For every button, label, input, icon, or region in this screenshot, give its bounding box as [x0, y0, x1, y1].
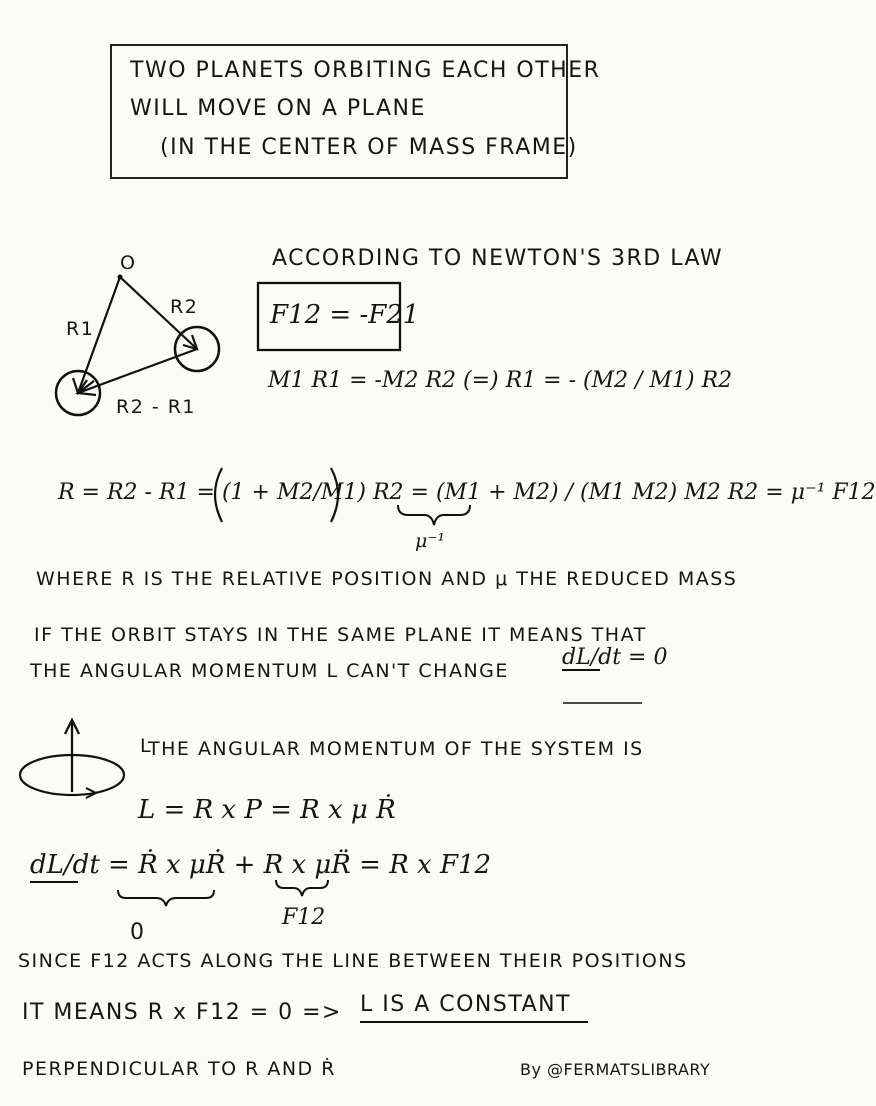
angular-text: THE ANGULAR MOMENTUM L CAN'T CHANGE — [30, 660, 509, 682]
f12-label: F12 — [282, 905, 326, 930]
constant-text: L IS A CONSTANT — [360, 992, 572, 1017]
newton-heading: ACCORDING TO NEWTON'S 3RD LAW — [272, 246, 724, 271]
title-line-2: WILL MOVE ON A PLANE — [130, 96, 426, 121]
zero-label: 0 — [130, 920, 146, 945]
r2-label: R2 — [170, 296, 199, 318]
dldt-zero: dL/dt = 0 — [562, 645, 668, 670]
mu-inverse-label: μ⁻¹ — [415, 530, 445, 552]
perpendicular-text: PERPENDICULAR TO R AND Ṙ — [22, 1058, 336, 1080]
means-text: IT MEANS R x F12 = 0 => — [22, 1000, 342, 1025]
relative-equation: R = R2 - R1 = (1 + M2/M1) R2 = (M1 + M2) / (M1 M2) M2 R2 = μ⁻¹ F12 — [58, 480, 876, 505]
r1-label: R1 — [66, 318, 95, 340]
r2-minus-r1-label: R2 - R1 — [116, 396, 197, 418]
dl-equation: dL/dt = Ṙ x μṘ + R x μR̈ = R x F12 — [30, 850, 492, 880]
l-equation: L = R x P = R x μ Ṙ — [138, 795, 396, 825]
mass-equation: M1 R1 = -M2 R2 (=) R1 = - (M2 / M1) R2 — [268, 368, 733, 393]
where-text: WHERE R IS THE RELATIVE POSITION AND μ THE REDUCED MASS — [36, 568, 738, 590]
r2-minus-r1-vector — [78, 349, 197, 393]
title-line-1: TWO PLANETS ORBITING EACH OTHER — [130, 58, 601, 83]
title-line-3: (IN THE CENTER OF MASS FRAME) — [160, 135, 578, 160]
newton-boxed-equation: F12 = -F21 — [270, 300, 420, 330]
l-axis-label: L — [140, 735, 153, 757]
if-orbit-text: IF THE ORBIT STAYS IN THE SAME PLANE IT MEANS THAT — [34, 624, 647, 646]
signature: By @FERMATSLIBRARY — [520, 1060, 711, 1079]
since-text: SINCE F12 ACTS ALONG THE LINE BETWEEN THEIR POSITIONS — [18, 950, 688, 972]
system-am-text: THE ANGULAR MOMENTUM OF THE SYSTEM IS — [148, 738, 644, 760]
origin-label: O — [120, 252, 137, 274]
